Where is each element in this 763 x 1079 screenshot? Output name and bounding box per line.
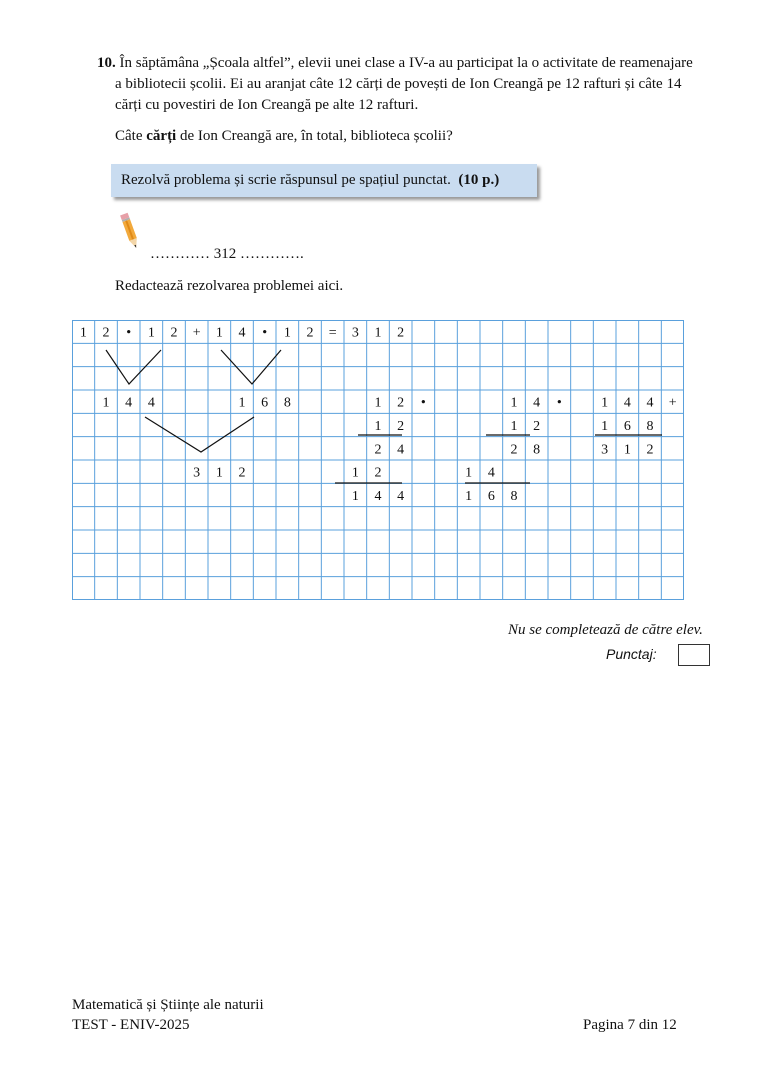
instruction-text: Rezolvă problema și scrie răspunsul pe spațiul punctat. bbox=[121, 172, 451, 188]
grid-cell-text: 6 bbox=[261, 395, 269, 411]
question-number: 10. bbox=[97, 55, 116, 71]
grid-cell-text: 6 bbox=[487, 489, 495, 504]
grid-cell-text: 1 bbox=[510, 419, 518, 434]
grid-cell-text: 1 bbox=[465, 465, 473, 481]
question-line-1 bbox=[97, 53, 693, 74]
grid-cell-text: 1 bbox=[374, 419, 382, 434]
question-prompt: Câte cărți de Ion Creangă are, în total, biblioteca școlii? bbox=[115, 128, 453, 144]
grid-cell-text: 2 bbox=[306, 325, 314, 341]
grid-cell-text: = bbox=[328, 325, 337, 341]
grid-cell-text: 4 bbox=[125, 395, 133, 411]
grid-cell-text: 2 bbox=[397, 325, 405, 341]
grid-cell-text: 1 bbox=[601, 395, 609, 411]
grid-cell-text: 8 bbox=[646, 419, 654, 434]
grid-cell-text: 1 bbox=[374, 325, 382, 341]
grid-cell-text: 2 bbox=[170, 325, 178, 341]
grid-cell-text: 2 bbox=[374, 442, 382, 458]
grid-cell-text: 8 bbox=[510, 489, 518, 504]
grid-cell-text: 2 bbox=[397, 419, 405, 434]
grid-cell-text: 2 bbox=[646, 442, 654, 458]
grid-cell-text: 2 bbox=[533, 419, 541, 434]
grid-cell-text: 4 bbox=[533, 395, 541, 411]
instruction-points: (10 p.) bbox=[458, 172, 500, 188]
question-line-3: cărți cu povestiri de Ion Creangă pe alte 12 rafturi. bbox=[115, 97, 419, 113]
footer-subject: Matematică și Științe ale naturii bbox=[72, 997, 264, 1013]
prompt-bold-word: cărți bbox=[146, 128, 177, 144]
not-completed-note: Nu se completează de către elev. bbox=[508, 622, 703, 638]
score-label: Punctaj: bbox=[606, 646, 657, 662]
grid-cell-text: 1 bbox=[623, 442, 631, 458]
answer-grid[interactable] bbox=[72, 320, 684, 600]
question-text-1: În săptămâna „Școala altfel”, elevii unei clase a IV-a au participat la o activitate de reamenajare bbox=[119, 55, 693, 71]
grid-cell-text: 4 bbox=[238, 325, 246, 341]
grid-cell-text: 1 bbox=[147, 325, 155, 341]
instruction-box bbox=[111, 164, 537, 197]
grid-cell-text: 1 bbox=[465, 489, 473, 504]
grid-cell-text: 1 bbox=[351, 489, 359, 504]
grid-cell-text: 8 bbox=[533, 442, 541, 458]
grid-cell-text: • bbox=[556, 395, 562, 411]
grid-cell-text: 1 bbox=[374, 395, 382, 411]
grid-cell-text: 4 bbox=[623, 395, 631, 411]
solution-prompt: Redactează rezolvarea problemei aici. bbox=[115, 278, 344, 294]
grid-cell-text: 3 bbox=[193, 465, 201, 481]
grid-cell-text: 1 bbox=[238, 395, 246, 411]
grid-cell-text: 2 bbox=[238, 465, 246, 481]
pencil-icon bbox=[119, 211, 141, 251]
grid-cell-text: 2 bbox=[374, 465, 382, 481]
grid-cell-text: 1 bbox=[601, 419, 609, 434]
grid-cell-text: 4 bbox=[397, 489, 405, 504]
grid-cell-text: + bbox=[192, 325, 201, 341]
grid-cell-text: 8 bbox=[283, 395, 291, 411]
grid-cell-text: 1 bbox=[215, 465, 223, 481]
grid-cell-text: 2 bbox=[510, 442, 518, 458]
answer-line: ………… 312 …………. bbox=[150, 246, 304, 262]
question-line-2: a bibliotecii școlii. Ei au aranjat câte 12 cărți de povești de Ion Creangă pe 12 rafturi și câte 14 bbox=[115, 76, 682, 92]
grid-cell-text: 4 bbox=[646, 395, 654, 411]
grid-cell-text: 1 bbox=[215, 325, 223, 341]
footer-test: TEST - ENIV-2025 bbox=[72, 1017, 190, 1033]
grid-cell-text: 6 bbox=[623, 419, 631, 434]
grid-cell-text: 2 bbox=[102, 325, 110, 341]
connector-v-sum bbox=[145, 417, 254, 452]
grid-cell-text: 1 bbox=[102, 395, 110, 411]
grid-cell-text: 4 bbox=[147, 395, 155, 411]
grid-cell-text: 4 bbox=[374, 489, 382, 504]
grid-cell-text: + bbox=[668, 395, 677, 411]
grid-cell-text: 4 bbox=[397, 442, 405, 458]
grid-cell-text: • bbox=[420, 395, 426, 411]
grid-cell-text: • bbox=[126, 325, 132, 341]
grid-cell-text: 1 bbox=[79, 325, 87, 341]
footer-page: Pagina 7 din 12 bbox=[583, 1017, 677, 1033]
grid-cell-text: 3 bbox=[601, 442, 609, 458]
grid-cell-text: 1 bbox=[283, 325, 291, 341]
grid-cell-text: 4 bbox=[487, 465, 495, 481]
score-box bbox=[678, 644, 710, 666]
grid-cell-text: 1 bbox=[351, 465, 359, 481]
grid-cell-text: 1 bbox=[510, 395, 518, 411]
grid-cell-text: • bbox=[262, 325, 268, 341]
grid-cell-text: 2 bbox=[397, 395, 405, 411]
grid-cell-text: 3 bbox=[351, 325, 359, 341]
